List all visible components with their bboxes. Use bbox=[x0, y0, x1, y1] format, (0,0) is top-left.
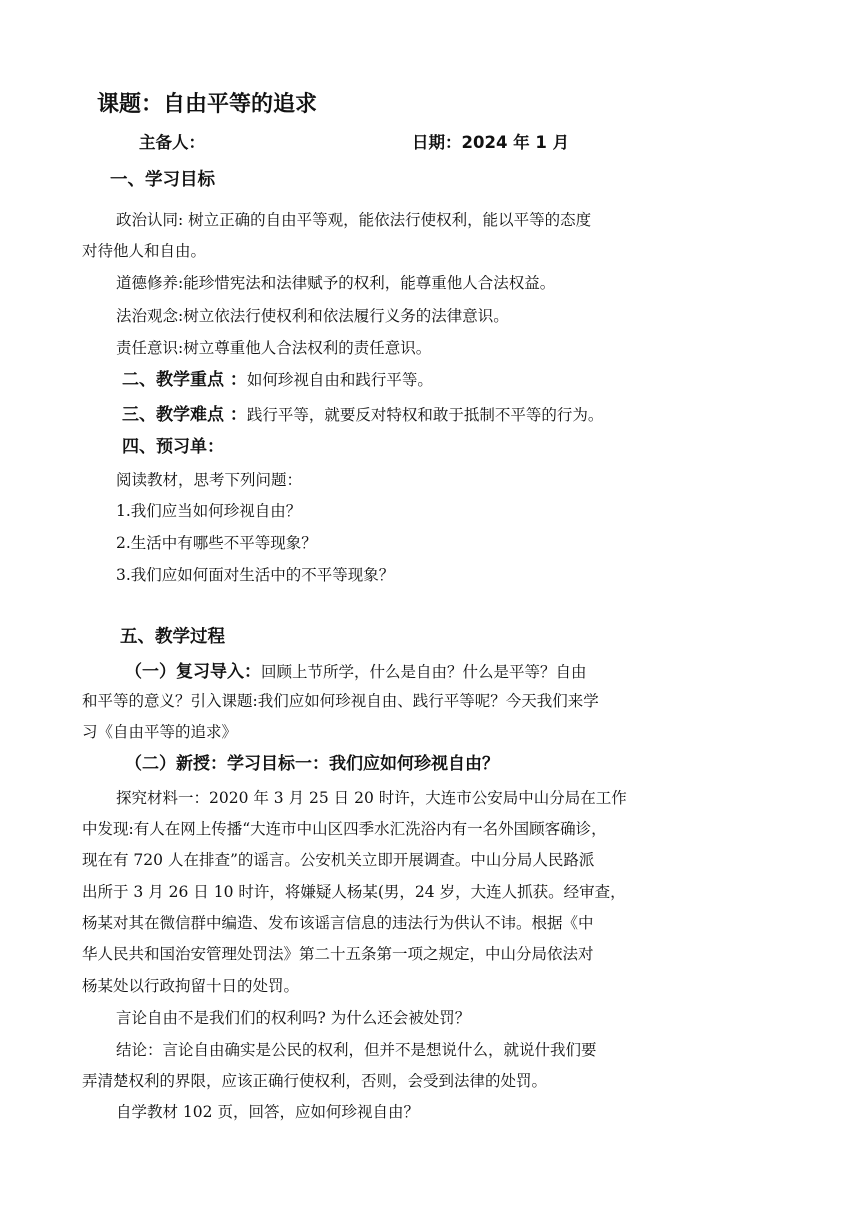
paragraph-line: 法治观念:树立依法行使权利和依法履行义务的法律意识。 bbox=[116, 307, 509, 325]
question-item: 1.我们应当如何珍视自由？ bbox=[116, 502, 302, 520]
paragraph-line: 结论：言论自由确实是公民的权利，但并不是想说什么，就说什我们要 bbox=[116, 1041, 597, 1059]
paragraph-line: 道德修养:能珍惜宪法和法律赋予的权利，能尊重他人合法权益。 bbox=[116, 274, 556, 292]
difficulty-text: 践行平等，就要反对特权和敢于抵制不平等的行为。 bbox=[246, 406, 604, 424]
lesson-title: 课题：自由平等的追求 bbox=[97, 92, 318, 117]
paragraph-line: 中发现:有人在网上传播“大连市中山区四季水汇洗浴内有一名外国顾客确诊， bbox=[82, 820, 607, 838]
paragraph-line: 弄清楚权利的界限，应该正确行使权利，否则，会受到法律的处罚。 bbox=[82, 1072, 548, 1090]
paragraph-line: 杨某对其在微信群中编造、发布该谣言信息的违法行为供认不讳。根据《中 bbox=[82, 914, 594, 932]
key-point-line bbox=[122, 368, 433, 392]
paragraph-line: 政治认同: 树立正确的自由平等观，能依法行使权利，能以平等的态度 bbox=[116, 211, 592, 229]
question-item: 3.我们应如何面对生活中的不平等现象？ bbox=[116, 566, 395, 584]
paragraph-line: 杨某处以行政拘留十日的处罚。 bbox=[82, 977, 300, 995]
review-line bbox=[125, 660, 587, 684]
paragraph-line: 言论自由不是我们们的权利吗? 为什么还会被处罚？ bbox=[116, 1009, 471, 1027]
subsection-heading-new-lesson: （二）新授：学习目标一：我们应如何珍视自由？ bbox=[125, 754, 499, 774]
paragraph-line: 习《自由平等的追求》 bbox=[82, 723, 238, 741]
paragraph-line: 出所于 3 月 26 日 10 时许，将嫌疑人杨某(男，24 岁，大连人抓获。经审查， bbox=[82, 883, 626, 901]
paragraph-line: 责任意识:树立尊重他人合法权利的责任意识。 bbox=[116, 339, 432, 357]
key-point-text: 如何珍视自由和践行平等。 bbox=[246, 371, 433, 389]
review-text: 回顾上节所学，什么是自由？什么是平等？自由 bbox=[261, 663, 587, 681]
section-heading-difficulty: 三、教学难点 ： bbox=[122, 405, 247, 425]
question-item: 2.生活中有哪些不平等现象？ bbox=[116, 534, 317, 552]
paragraph-line: 现在有 720 人在排查”的谣言。公安机关立即开展调查。中山分局人民路派 bbox=[82, 851, 595, 869]
section-heading-preview: 四、预习单： bbox=[122, 437, 224, 457]
paragraph-line: 华人民共和国治安管理处罚法》第二十五条第一项之规定，中山分局依法对 bbox=[82, 945, 594, 963]
section-heading-process: 五、教学过程 bbox=[120, 627, 225, 647]
paragraph-line: 自学教材 102 页，回答，应如何珍视自由？ bbox=[116, 1103, 419, 1121]
paragraph-line: 阅读教材，思考下列问题： bbox=[116, 471, 303, 489]
section-heading-key-point: 二、教学重点 ： bbox=[122, 370, 247, 390]
preparer-label: 主备人： bbox=[139, 133, 205, 152]
paragraph-line: 探究材料一：2020 年 3 月 25 日 20 时许，大连市公安局中山分局在工作 bbox=[116, 789, 627, 807]
paragraph-line: 和平等的意义？引入课题:我们应如何珍视自由、践行平等呢？今天我们来学 bbox=[82, 692, 599, 710]
review-label: （一）复习导入： bbox=[125, 662, 261, 682]
section-heading-objectives: 一、学习目标 bbox=[110, 170, 215, 190]
difficulty-line bbox=[122, 403, 603, 427]
paragraph-line: 对待他人和自由。 bbox=[82, 242, 207, 260]
date-label: 日期：2024 年 1 月 bbox=[412, 133, 570, 152]
